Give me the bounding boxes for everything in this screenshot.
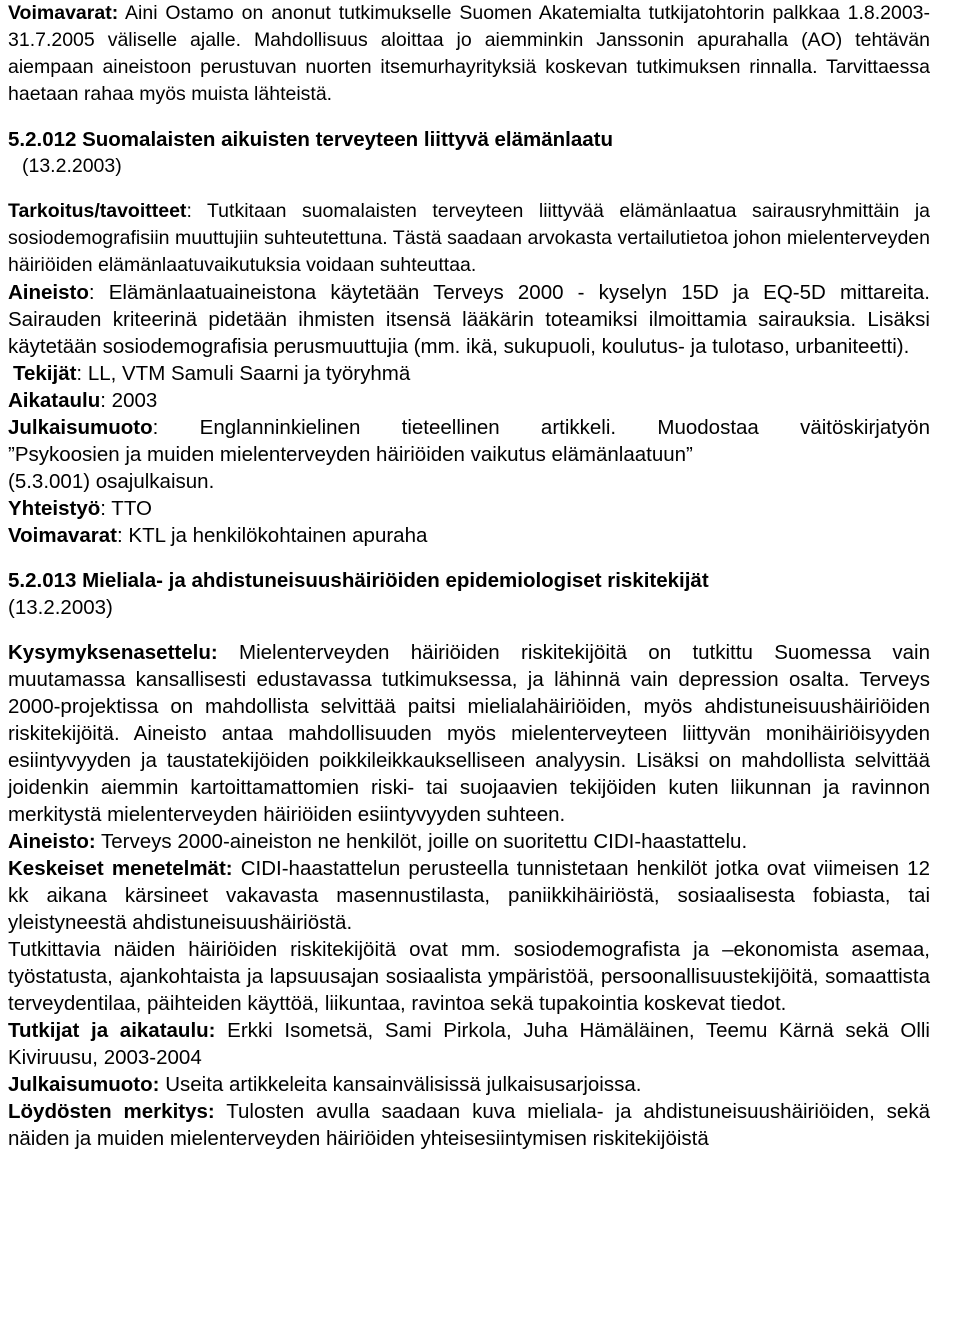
section-013-date: (13.2.2003)	[8, 596, 113, 619]
section-012-heading: 5.2.012 Suomalaisten aikuisten terveyteen liittyvä elämänlaatu	[8, 128, 614, 151]
loydosten-merkitys-paragraph	[8, 1098, 930, 1152]
document-page	[8, 0, 930, 1152]
aineisto-012-paragraph	[8, 279, 930, 360]
aikataulu-text: : 2003	[100, 389, 158, 412]
kysymyksenasettelu-text: Mielenterveyden häiriöiden riskitekijöitä on tutkittu Suomessa vain muutamassa kansallisesti edustavassa tutkimuksessa, ja lähinnä vain depression osalta. Terveys 2000-projektissa on mahdollista selvittää paitsi mielialahäiriöiden, myös ahdistuneisuushäiriöiden riskitekijöitä. Aineisto antaa mahdollisuuden myös mielenterveyteen liittyvän monihäiriöisyyden esiintyvyyden ja taustatekijöiden poikkileikkaukselliseen analyysin. Lisäksi on mahdollista selvittää joidenkin aiemmin kartoittamattomien riski- tai suojaavien tekijöiden kuten liikunnan ja ravinnon merkitystä mielenterveyden häiriöiden esiintyvyyden suhteen.	[8, 641, 930, 826]
julkaisumuoto-013-paragraph	[8, 1071, 930, 1098]
tekijat-paragraph	[8, 360, 930, 387]
menetelmat-text: CIDI-haastattelun perusteella tunnistetaan henkilöt jotka ovat viimeisen 12 kk aikana kärsineet vakavasta masennustilasta, paniikkihäiriöstä, sosiaalisesta fobiasta, tai yleistyneestä ahdistuneisuushäiriöstä.	[8, 857, 930, 934]
tarkoitus-label: Tarkoitus/tavoitteet	[8, 200, 187, 222]
julkaisumuoto-text-1: : Englanninkielinen tieteellinen artikkeli. Muodostaa väitöskirjatyön	[152, 416, 930, 439]
tutkijat-paragraph	[8, 1017, 930, 1071]
menetelmat-paragraph	[8, 855, 930, 936]
aineisto-012-text: : Elämänlaatuaineistona käytetään Terveys 2000 - kyselyn 15D ja EQ-5D mittareita. Sairauden kriteerinä pidetään ihmisten itsensä lääkärin toteamiksi ilmoittamia sairauksia. Lisäksi käytetään sosiodemografisia perusmuuttujia (mm. ikä, sukupuoli, koulutus- ja tulotaso, urbaniteetti).	[8, 281, 930, 358]
voimavarat-012-label: Voimavarat	[8, 524, 118, 547]
voimavarat-paragraph	[8, 0, 930, 108]
julkaisumuoto-label: Julkaisumuoto	[8, 416, 153, 439]
loydosten-merkitys-label: Löydösten merkitys:	[8, 1100, 215, 1123]
tutkijat-label: Tutkijat ja aikataulu:	[8, 1019, 216, 1042]
julkaisumuoto-line-1	[8, 414, 930, 441]
tekijat-label: Tekijät	[13, 362, 77, 385]
julkaisumuoto-line-3: (5.3.001) osajulkaisun.	[8, 470, 215, 493]
aineisto-013-label: Aineisto:	[8, 830, 96, 853]
loydosten-merkitys-text: Tulosten avulla saadaan kuva mieliala- ja ahdistuneisuushäiriöiden, sekä näiden ja muiden mielenterveyden häiriöiden yhteisesiintymisen riskitekijöistä	[8, 1100, 930, 1150]
julkaisumuoto-line-2: ”Psykoosien ja muiden mielenterveyden häiriöiden vaikutus elämänlaatuun”	[8, 443, 693, 466]
aineisto-013-paragraph	[8, 828, 930, 855]
aikataulu-label: Aikataulu	[8, 389, 101, 412]
aikataulu-paragraph	[8, 387, 930, 414]
julkaisumuoto-013-text: Useita artikkeleita kansainvälisissä julkaisusarjoissa.	[159, 1073, 642, 1096]
riskitekijat-paragraph: Tutkittavia näiden häiriöiden riskitekijöitä ovat mm. sosiodemografista ja –ekonomista asemaa, työstatusta, ajankohtaista ja lapsuusajan sosiaalista ympäristöä, persoonallisuustekijöitä, somaattista terveydentilaa, päihteiden käyttöä, liikuntaa, ravintoa sekä tupakointia koskevat tiedot.	[8, 938, 930, 1015]
yhteistyo-label: Yhteistyö	[8, 497, 101, 520]
tutkijat-text: Erkki Isometsä, Sami Pirkola, Juha Hämäläinen, Teemu Kärnä sekä Olli Kiviruusu, 2003-2004	[8, 1019, 930, 1069]
voimavarat-012-text: : KTL ja henkilökohtainen apuraha	[117, 524, 428, 547]
voimavarat-text: Aini Ostamo on anonut tutkimukselle Suomen Akatemialta tutkijatohtorin palkkaa 1.8.2003-31.7.2005 väliselle ajalle. Mahdollisuus aloittaa jo aiemminkin Janssonin apurahalla (AO) tehtävän aiempaan aineistoon perustuvan nuorten itsemurhayrityksiä koskevan tutkimuksen rinnalla. Tarvittaessa haetaan rahaa myös muista lähteistä.	[8, 2, 930, 105]
tarkoitus-text: : Tutkitaan suomalaisten terveyteen liittyvää elämänlaatua sairausryhmittäin ja sosiodemografisiin muuttujiin suhteutettuna. Tästä saadaan arvokasta vertailutietoa johon mielenterveyden häiriöiden elämänlaatuvaikutuksia voidaan suhteuttaa.	[8, 200, 930, 276]
tekijat-text: : LL, VTM Samuli Saarni ja työryhmä	[76, 362, 411, 385]
voimavarat-label: Voimavarat:	[8, 2, 119, 24]
julkaisumuoto-013-label: Julkaisumuoto:	[8, 1073, 160, 1096]
yhteistyo-paragraph	[8, 495, 930, 522]
aineisto-013-text: Terveys 2000-aineiston ne henkilöt, joille on suoritettu CIDI-haastattelu.	[95, 830, 748, 853]
yhteistyo-text: : TTO	[100, 497, 152, 520]
voimavarat-012-paragraph	[8, 522, 930, 549]
section-012-date: (13.2.2003)	[22, 155, 122, 177]
section-013-heading: 5.2.013 Mieliala- ja ahdistuneisuushäiriöiden epidemiologiset riskitekijät	[8, 569, 709, 592]
tarkoitus-paragraph	[8, 198, 930, 279]
menetelmat-label: Keskeiset menetelmät:	[8, 857, 233, 880]
kysymyksenasettelu-label: Kysymyksenasettelu:	[8, 641, 218, 664]
kysymyksenasettelu-paragraph	[8, 639, 930, 828]
aineisto-012-label: Aineisto	[8, 281, 89, 304]
